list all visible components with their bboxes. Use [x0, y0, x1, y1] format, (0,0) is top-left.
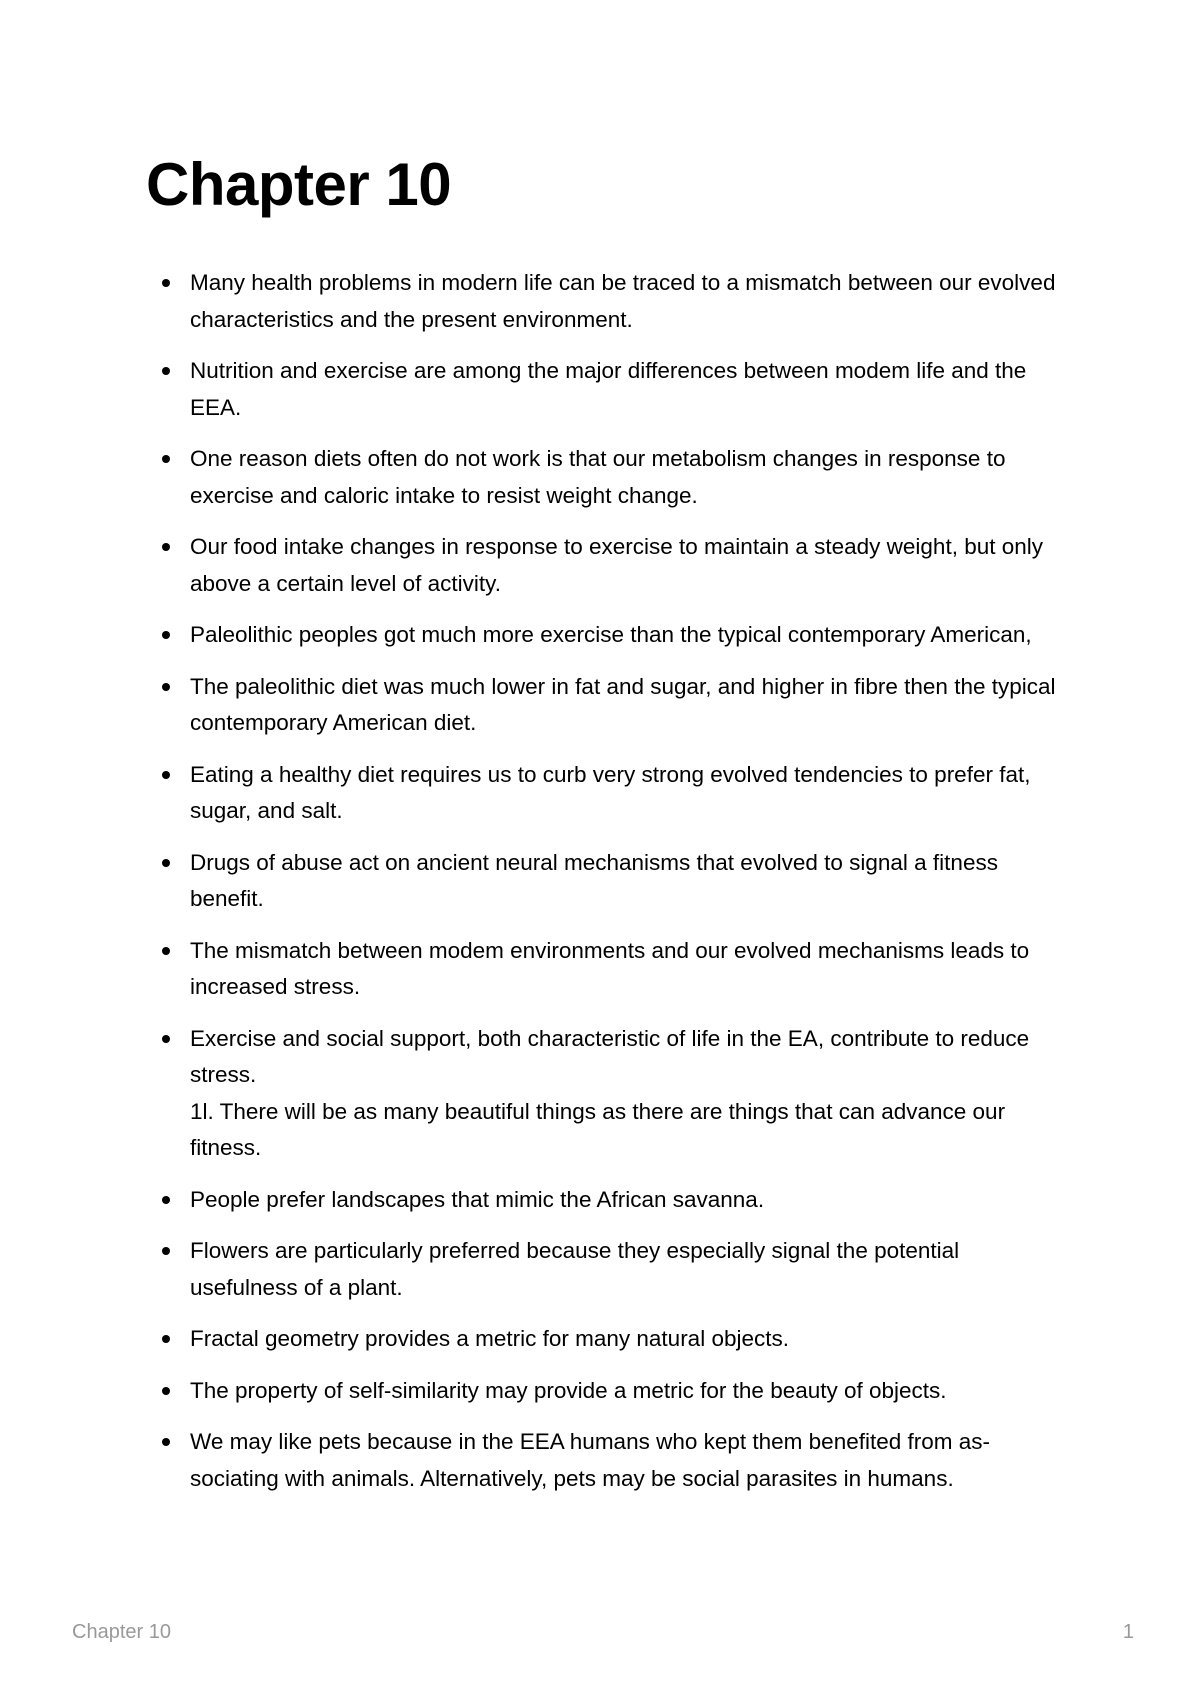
- list-item: [146, 757, 1066, 830]
- list-item-text: We may like pets because in the EEA humans who kept them benefited from associating with animals. Alternatively, pets may be social parasites in humans.: [190, 1429, 991, 1491]
- list-item-continuation: 1l. There will be as many beautiful things as there are things that can advance our fitness.: [190, 1098, 1006, 1160]
- footer-title: Chapter 10: [72, 1621, 171, 1643]
- bullet-icon: [162, 859, 170, 867]
- list-item-text: The mismatch between modem environments and our evolved mechanisms leads to increased stress.: [190, 937, 1030, 999]
- list-item: [146, 441, 1066, 514]
- bullet-icon: [162, 543, 170, 551]
- list-item-text: Paleolithic peoples got much more exercise than the typical contemporary American,: [190, 622, 1032, 647]
- page-title: Chapter 10: [146, 151, 452, 218]
- list-item-text: Exercise and social support, both characteristic of life in the EA, contribute to reduce stress.: [190, 1025, 1030, 1087]
- list-item-text: Our food intake changes in response to exercise to maintain a steady weight, but only above a certain level of activity.: [190, 534, 1044, 596]
- bullet-icon: [162, 683, 170, 691]
- bullet-icon: [162, 279, 170, 287]
- bullet-icon: [162, 631, 170, 639]
- bullet-icon: [162, 1196, 170, 1204]
- list-item: [146, 845, 1066, 918]
- list-item: [146, 529, 1066, 602]
- bullet-icon: [162, 1387, 170, 1395]
- list-item-text: Fractal geometry provides a metric for many natural objects.: [190, 1326, 789, 1351]
- bullet-icon: [162, 1247, 170, 1255]
- list-item-text: Flowers are particularly preferred because they especially signal the potential usefulness of a plant.: [190, 1238, 960, 1300]
- list-item: [146, 1021, 1066, 1167]
- bullet-list: [146, 265, 1066, 1512]
- list-item-text: Many health problems in modern life can be traced to a mismatch between our evolved characteristics and the present environment.: [190, 270, 1056, 332]
- list-item: [146, 265, 1066, 338]
- list-item: [146, 1321, 1066, 1358]
- list-item-text: Nutrition and exercise are among the major differences between modem life and the EEA.: [190, 358, 1027, 420]
- list-item: [146, 1233, 1066, 1306]
- list-item-text: One reason diets often do not work is that our metabolism changes in response to exercise and caloric intake to resist weight change.: [190, 446, 1006, 508]
- list-item-text: The paleolithic diet was much lower in fat and sugar, and higher in fibre then the typical contemporary American diet.: [190, 673, 1056, 735]
- page-number: 1: [1122, 1621, 1134, 1643]
- bullet-icon: [162, 367, 170, 375]
- list-item: [146, 669, 1066, 742]
- list-item-text: Drugs of abuse act on ancient neural mechanisms that evolved to signal a fitness benefit.: [190, 849, 998, 911]
- list-item-text: Eating a healthy diet requires us to curb very strong evolved tendencies to prefer fat, sugar, and salt.: [190, 761, 1031, 823]
- list-item: [146, 353, 1066, 426]
- bullet-icon: [162, 455, 170, 463]
- bullet-icon: [162, 1335, 170, 1343]
- list-item-text: People prefer landscapes that mimic the African savanna.: [190, 1186, 765, 1212]
- list-item: [146, 933, 1066, 1006]
- bullet-icon: [162, 1035, 170, 1043]
- list-item: [146, 617, 1066, 654]
- list-item: [146, 1373, 1066, 1410]
- list-item: [146, 1182, 1066, 1219]
- list-item: [146, 1424, 1066, 1497]
- bullet-icon: [162, 1438, 170, 1446]
- bullet-icon: [162, 771, 170, 779]
- bullet-icon: [162, 947, 170, 955]
- list-item-text: The property of self-similarity may provide a metric for the beauty of objects.: [190, 1377, 947, 1403]
